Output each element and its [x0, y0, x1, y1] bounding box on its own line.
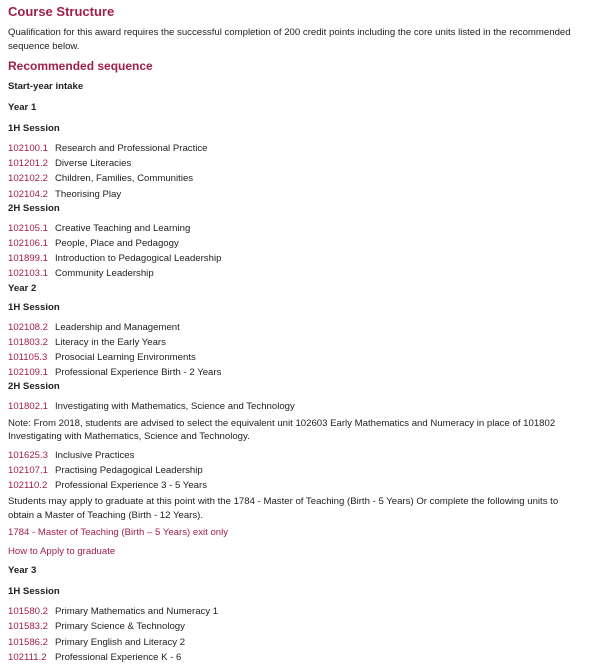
unit-code-link[interactable]: 102110.2 — [8, 480, 48, 492]
unit-code-link[interactable]: 102108.2 — [8, 321, 49, 333]
unit-list — [8, 320, 584, 381]
unit-title: Children, Families, Communities — [55, 173, 194, 185]
session-label: 2H Session — [8, 202, 60, 214]
unit-title: Professional Experience K - 6 — [55, 651, 182, 663]
unit-row — [8, 320, 584, 335]
unit-title: Community Leadership — [55, 268, 154, 280]
unit-code-link[interactable]: 101625.3 — [8, 449, 49, 461]
unit-row — [8, 399, 584, 414]
unit-title: Theorising Play — [55, 188, 122, 200]
unit-code-link[interactable]: 102109.1 — [8, 367, 49, 379]
page-title: Course Structure — [8, 4, 115, 19]
unit-row — [8, 619, 584, 634]
unit-code-link[interactable]: 102104.2 — [8, 188, 49, 200]
year-label: Year 3 — [8, 565, 37, 577]
unit-title: Prosocial Learning Environments — [55, 352, 196, 364]
session-label: 1H Session — [8, 301, 60, 313]
unit-list — [8, 604, 584, 665]
unit-row — [8, 141, 584, 156]
intake-label: Start-year intake — [8, 81, 84, 92]
unit-code-link[interactable]: 102103.1 — [8, 268, 49, 280]
unit-title: Primary Mathematics and Numeracy 1 — [55, 606, 219, 618]
unit-title: Diverse Literacies — [55, 158, 132, 170]
unit-code-link[interactable]: 102100.1 — [8, 143, 49, 154]
unit-title: People, Place and Pedagogy — [55, 238, 179, 250]
unit-code-link[interactable]: 101803.2 — [8, 336, 49, 348]
unit-title: Research and Professional Practice — [55, 143, 208, 154]
unit-code-link[interactable]: 101802.1 — [8, 401, 49, 413]
session-label: 2H Session — [8, 381, 60, 393]
unit-title: Introduction to Pedagogical Leadership — [55, 253, 222, 265]
unit-row — [8, 156, 584, 171]
unit-code-link[interactable]: 101586.2 — [8, 636, 49, 648]
unit-row — [8, 463, 584, 478]
unit-title: Primary English and Literacy 2 — [55, 636, 186, 648]
session-label: 1H Session — [8, 123, 60, 134]
unit-list — [8, 141, 584, 202]
unit-code-link[interactable]: 101580.2 — [8, 606, 49, 618]
unit-title: Professional Experience 3 - 5 Years — [55, 480, 207, 492]
unit-row — [8, 335, 584, 350]
year-label: Year 2 — [8, 282, 37, 294]
note-text: Note: From 2018, students are advised to select the equivalent unit 102603 Early Mathematics and Numeracy in place of 101802 Investigating with Mathematics, Science and Technology. — [8, 417, 556, 443]
unit-title: Investigating with Mathematics, Science and Technology — [55, 401, 295, 413]
unit-list — [8, 448, 584, 494]
unit-code-link[interactable]: 102111.2 — [8, 651, 47, 663]
unit-code-link[interactable]: 101201.2 — [8, 158, 49, 170]
unit-code-link[interactable]: 102102.2 — [8, 173, 49, 185]
unit-code-link[interactable]: 102105.1 — [8, 222, 49, 234]
unit-code-link[interactable]: 102107.1 — [8, 464, 49, 476]
unit-list — [8, 221, 584, 282]
graduate-note: Students may apply to graduate at this point with the 1784 - Master of Teaching (Birth - 5 Years) Or complete the following units to obtain a Master of Teaching (Birth - 12 Years). — [8, 496, 559, 521]
exit-award-link[interactable]: 1784 - Master of Teaching (Birth – 5 Years) exit only — [8, 527, 229, 539]
year-label: Year 1 — [8, 102, 37, 113]
unit-title: Primary Science & Technology — [55, 621, 185, 633]
unit-row — [8, 236, 584, 251]
intro-text: Qualification for this award requires the successful completion of 200 credit points including the core units listed in the recommended sequence below. — [8, 27, 571, 52]
unit-row — [8, 251, 584, 266]
unit-row — [8, 478, 584, 493]
unit-row — [8, 650, 584, 665]
unit-row — [8, 604, 584, 619]
unit-title: Creative Teaching and Learning — [55, 222, 191, 234]
unit-code-link[interactable]: 101583.2 — [8, 621, 49, 633]
unit-title: Leadership and Management — [55, 321, 180, 333]
unit-code-link[interactable]: 101899.1 — [8, 253, 49, 265]
unit-row — [8, 365, 584, 380]
unit-row — [8, 171, 584, 186]
unit-row — [8, 635, 584, 650]
unit-title: Professional Experience Birth - 2 Years — [55, 367, 222, 379]
unit-row — [8, 221, 584, 236]
session-label: 1H Session — [8, 586, 60, 598]
unit-list — [8, 399, 584, 414]
unit-code-link[interactable]: 101105.3 — [8, 352, 48, 364]
unit-title: Inclusive Practices — [55, 449, 135, 461]
unit-row — [8, 266, 584, 281]
apply-graduate-link[interactable]: How to Apply to graduate — [8, 546, 116, 558]
unit-row — [8, 187, 584, 202]
unit-code-link[interactable]: 102106.1 — [8, 238, 49, 250]
unit-row — [8, 350, 584, 365]
section-title: Recommended sequence — [8, 59, 153, 73]
unit-row — [8, 448, 584, 463]
unit-title: Literacy in the Early Years — [55, 336, 166, 348]
unit-title: Practising Pedagogical Leadership — [55, 464, 203, 476]
